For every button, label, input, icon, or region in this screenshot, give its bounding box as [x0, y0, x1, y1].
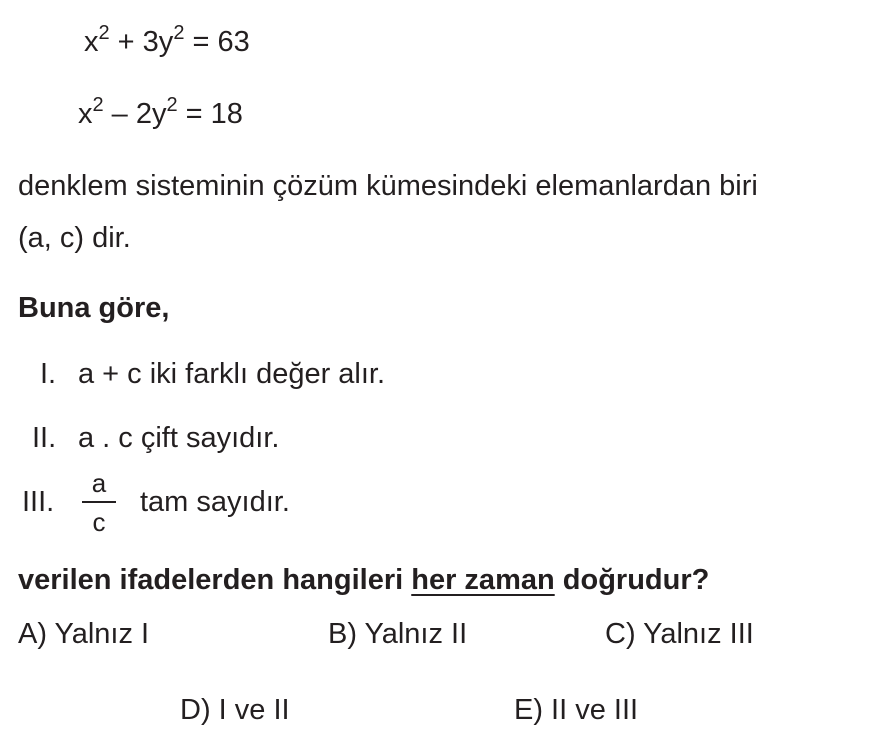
eq2-rhs: = 18	[177, 98, 243, 130]
eq2-mid: – 2y	[103, 98, 167, 130]
option-c[interactable]: C) Yalnız III	[605, 618, 754, 650]
question-after: doğrudur?	[554, 564, 710, 596]
question-text	[18, 566, 709, 595]
stem-line-1: denklem sisteminin çözüm kümesindeki elemanlardan biri	[18, 170, 758, 202]
statement-3-numeral: III.	[22, 486, 55, 518]
statement-3-text: tam sayıdır.	[140, 486, 290, 518]
prompt-text: Buna göre,	[18, 292, 170, 324]
option-b[interactable]: B) Yalnız II	[328, 618, 468, 650]
equation-2	[78, 94, 243, 130]
statement-1-numeral: I.	[40, 358, 57, 390]
option-d[interactable]: D) I ve II	[180, 694, 290, 726]
eq1-x: x	[84, 26, 99, 58]
question-before: verilen ifadelerden hangileri	[18, 564, 412, 596]
eq2-exp2: 2	[166, 94, 178, 116]
eq1-mid: + 3y	[109, 26, 174, 58]
eq1-exp2: 2	[173, 22, 185, 44]
option-e[interactable]: E) II ve III	[514, 694, 639, 726]
eq2-exp1: 2	[92, 94, 104, 116]
option-a[interactable]: A) Yalnız I	[18, 618, 150, 650]
fraction-bar	[82, 501, 116, 503]
statement-3-fraction	[82, 470, 116, 536]
equation-1	[84, 22, 250, 58]
statement-2-text: a . c çift sayıdır.	[78, 422, 280, 454]
statement-2-numeral: II.	[32, 422, 57, 454]
fraction-denominator: c	[92, 507, 106, 537]
statement-1-text: a + c iki farklı değer alır.	[78, 358, 386, 390]
question-emphasis: her zaman	[411, 564, 555, 596]
eq1-exp1: 2	[98, 22, 110, 44]
eq2-x: x	[78, 98, 93, 130]
fraction-numerator: a	[91, 468, 107, 498]
stem-line-2: (a, c) dir.	[18, 222, 131, 254]
eq1-rhs: = 63	[184, 26, 250, 58]
